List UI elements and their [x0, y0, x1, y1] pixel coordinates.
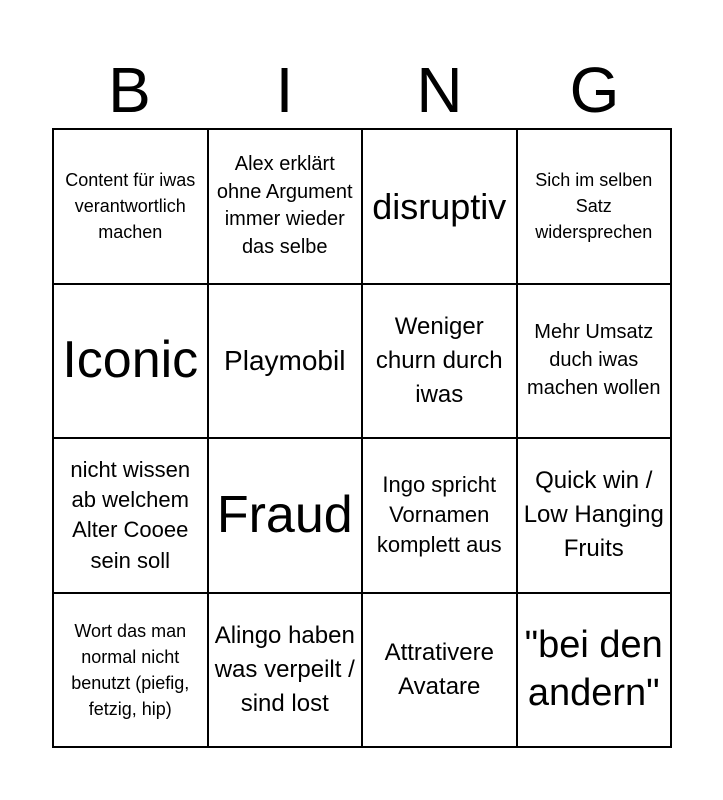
header-letter-n: N [416, 54, 463, 126]
cell-label: Playmobil [224, 344, 346, 376]
bingo-cell-r4c4[interactable] [518, 594, 673, 749]
bingo-cell-r4c2[interactable] [209, 594, 364, 749]
cell-label: Alingo haben was verpeilt / sind lost [214, 621, 355, 717]
header-letter-g: G [569, 54, 620, 126]
cell-label: Fraud [216, 485, 353, 544]
cell-label: Sich im selben Satz widersprechen [535, 170, 653, 243]
bingo-cell-r4c1[interactable] [54, 594, 209, 749]
header-letter-b: B [108, 54, 151, 126]
cell-label: Mehr Umsatz duch iwas machen wollen [527, 321, 661, 399]
header-letter-i: I [275, 54, 294, 126]
cell-label: Alex erklärt ohne Argument immer wieder das selbe [216, 153, 353, 258]
bingo-cell-r2c2[interactable] [209, 285, 364, 440]
bingo-cell-r2c1[interactable] [54, 285, 209, 440]
bingo-cell-r3c3[interactable] [363, 439, 518, 594]
bingo-cell-r2c3[interactable] [363, 285, 518, 440]
cell-label: Weniger churn durch iwas [375, 312, 503, 408]
bingo-header [52, 52, 672, 128]
bingo-cell-r3c1[interactable] [54, 439, 209, 594]
bingo-cell-r3c2[interactable] [209, 439, 364, 594]
bingo-cell-r1c1[interactable] [54, 130, 209, 285]
cell-label: Iconic [62, 331, 199, 390]
cell-label: Ingo spricht Vornamen komplett aus [376, 471, 502, 558]
cell-label: Wort das man normal nicht benutzt (piefig, fetzig, hip) [71, 620, 190, 719]
cell-label: Attrativere Avatare [384, 638, 494, 700]
bingo-cell-r1c4[interactable] [518, 130, 673, 285]
cell-label: "bei den andern" [524, 624, 663, 714]
bingo-card-grid [52, 128, 672, 748]
bingo-cell-r2c4[interactable] [518, 285, 673, 440]
bingo-cell-r1c3[interactable] [363, 130, 518, 285]
bingo-cell-r4c3[interactable] [363, 594, 518, 749]
cell-label: Quick win / Low Hanging Fruits [523, 467, 664, 563]
bingo-cell-r3c4[interactable] [518, 439, 673, 594]
bingo-cell-r1c2[interactable] [209, 130, 364, 285]
cell-label: disruptiv [372, 185, 507, 227]
cell-label: Content für iwas verantwortlich machen [65, 170, 196, 243]
cell-label: nicht wissen ab welchem Alter Cooee sein soll [70, 456, 191, 573]
